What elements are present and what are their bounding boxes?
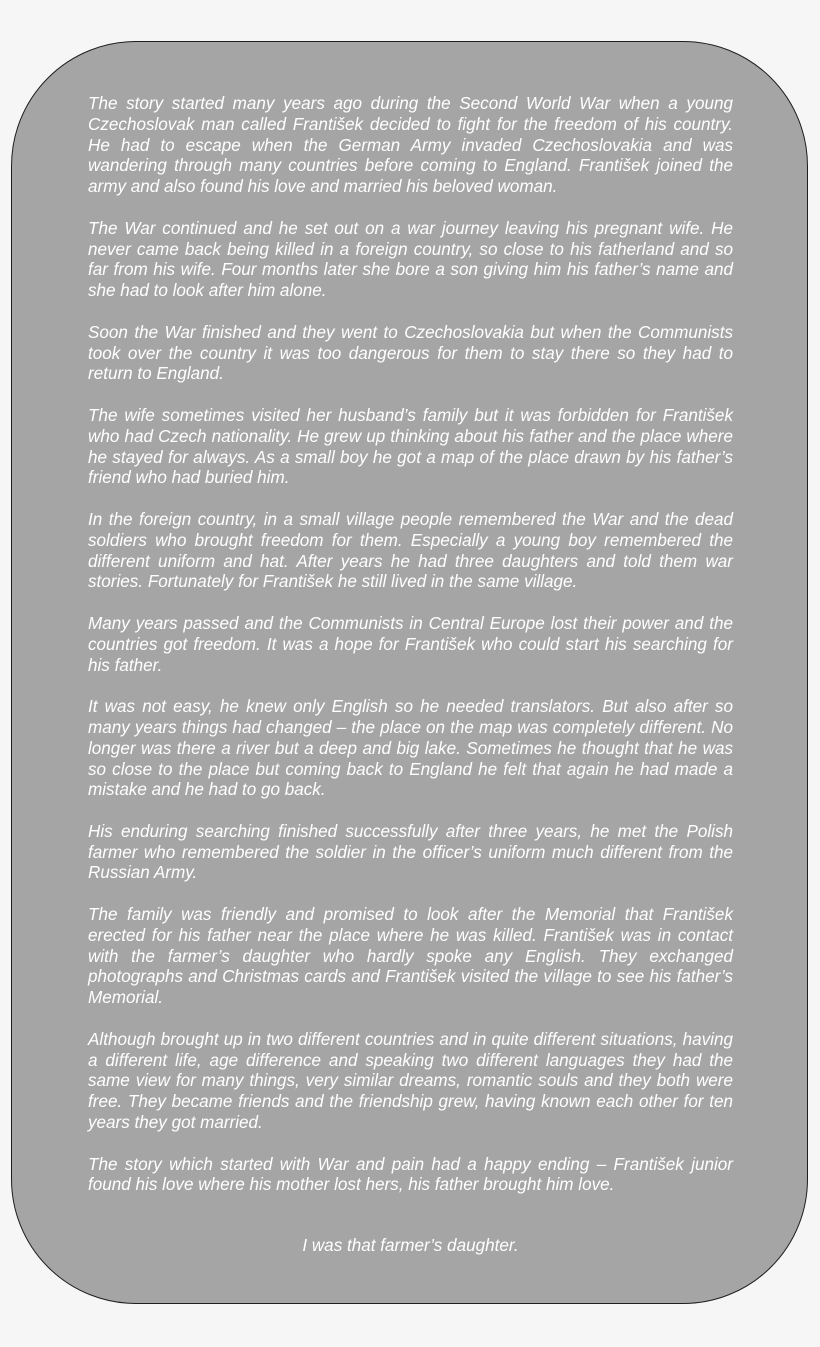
story-paragraph-11: The story which started with War and pain had a happy ending – František junior found his love where his mother lost hers, his father brought him love. — [88, 1154, 733, 1195]
closing-line: I was that farmer’s daughter. — [302, 1236, 519, 1255]
story-body — [88, 94, 733, 1217]
story-paragraph-2: The War continued and he set out on a war journey leaving his pregnant wife. He never came back being killed in a foreign country, so close to his fatherland and so far from his wife. Four months later she bore a son giving him his father’s name and she had to look after him alone. — [88, 218, 733, 301]
story-paragraph-7: It was not easy, he knew only English so he needed translators. But also after so many years things had changed – the place on the map was completely different. No longer was there a river but a deep and big lake. Sometimes he thought that he was so close to the place but coming back to England he felt that again he had made a mistake and he had to go back. — [88, 697, 733, 800]
story-paragraph-1: The story started many years ago during the Second World War when a young Czechoslovak man called František decided to fight for the freedom of his country. He had to escape when the German Army invaded Czechoslovakia and was wandering through many countries before coming to England. František joined the army and also found his love and married his beloved woman. — [88, 94, 733, 197]
story-paragraph-4: The wife sometimes visited her husband’s family but it was forbidden for František who had Czech nationality. He grew up thinking about his father and the place where he stayed for always. As a small boy he got a map of the place drawn by his father’s friend who had buried him. — [88, 405, 733, 488]
story-paragraph-10: Although brought up in two different countries and in quite different situations, having a different life, age difference and speaking two different languages they had the same view for many things, very similar dreams, romantic souls and they both were free. They became friends and the friendship grew, having known each other for ten years they got married. — [88, 1029, 733, 1133]
story-paragraph-3: Soon the War finished and they went to Czechoslovakia but when the Communists took over the country it was too dangerous for them to stay there so they had to return to England. — [88, 322, 733, 384]
story-paragraph-8: His enduring searching finished successfully after three years, he met the Polish farmer who remembered the soldier in the officer’s uniform much different from the Russian Army. — [88, 821, 733, 883]
story-paragraph-6: Many years passed and the Communists in Central Europe lost their power and the countries got freedom. It was a hope for František who could start his searching for his father. — [88, 613, 733, 675]
story-paragraph-9: The family was friendly and promised to look after the Memorial that František erected for his father near the place where he was killed. František was in contact with the farmer’s daughter who hardly spoke any English. They exchanged photographs and Christmas cards and František visited the village to see his father’s Memorial. — [88, 905, 733, 1008]
story-paragraph-5: In the foreign country, in a small village people remembered the War and the dead soldiers who brought freedom for them. Especially a young boy remembered the different uniform and hat. After years he had three daughters and told them war stories. Fortunately for František he still lived in the same village. — [88, 509, 733, 592]
